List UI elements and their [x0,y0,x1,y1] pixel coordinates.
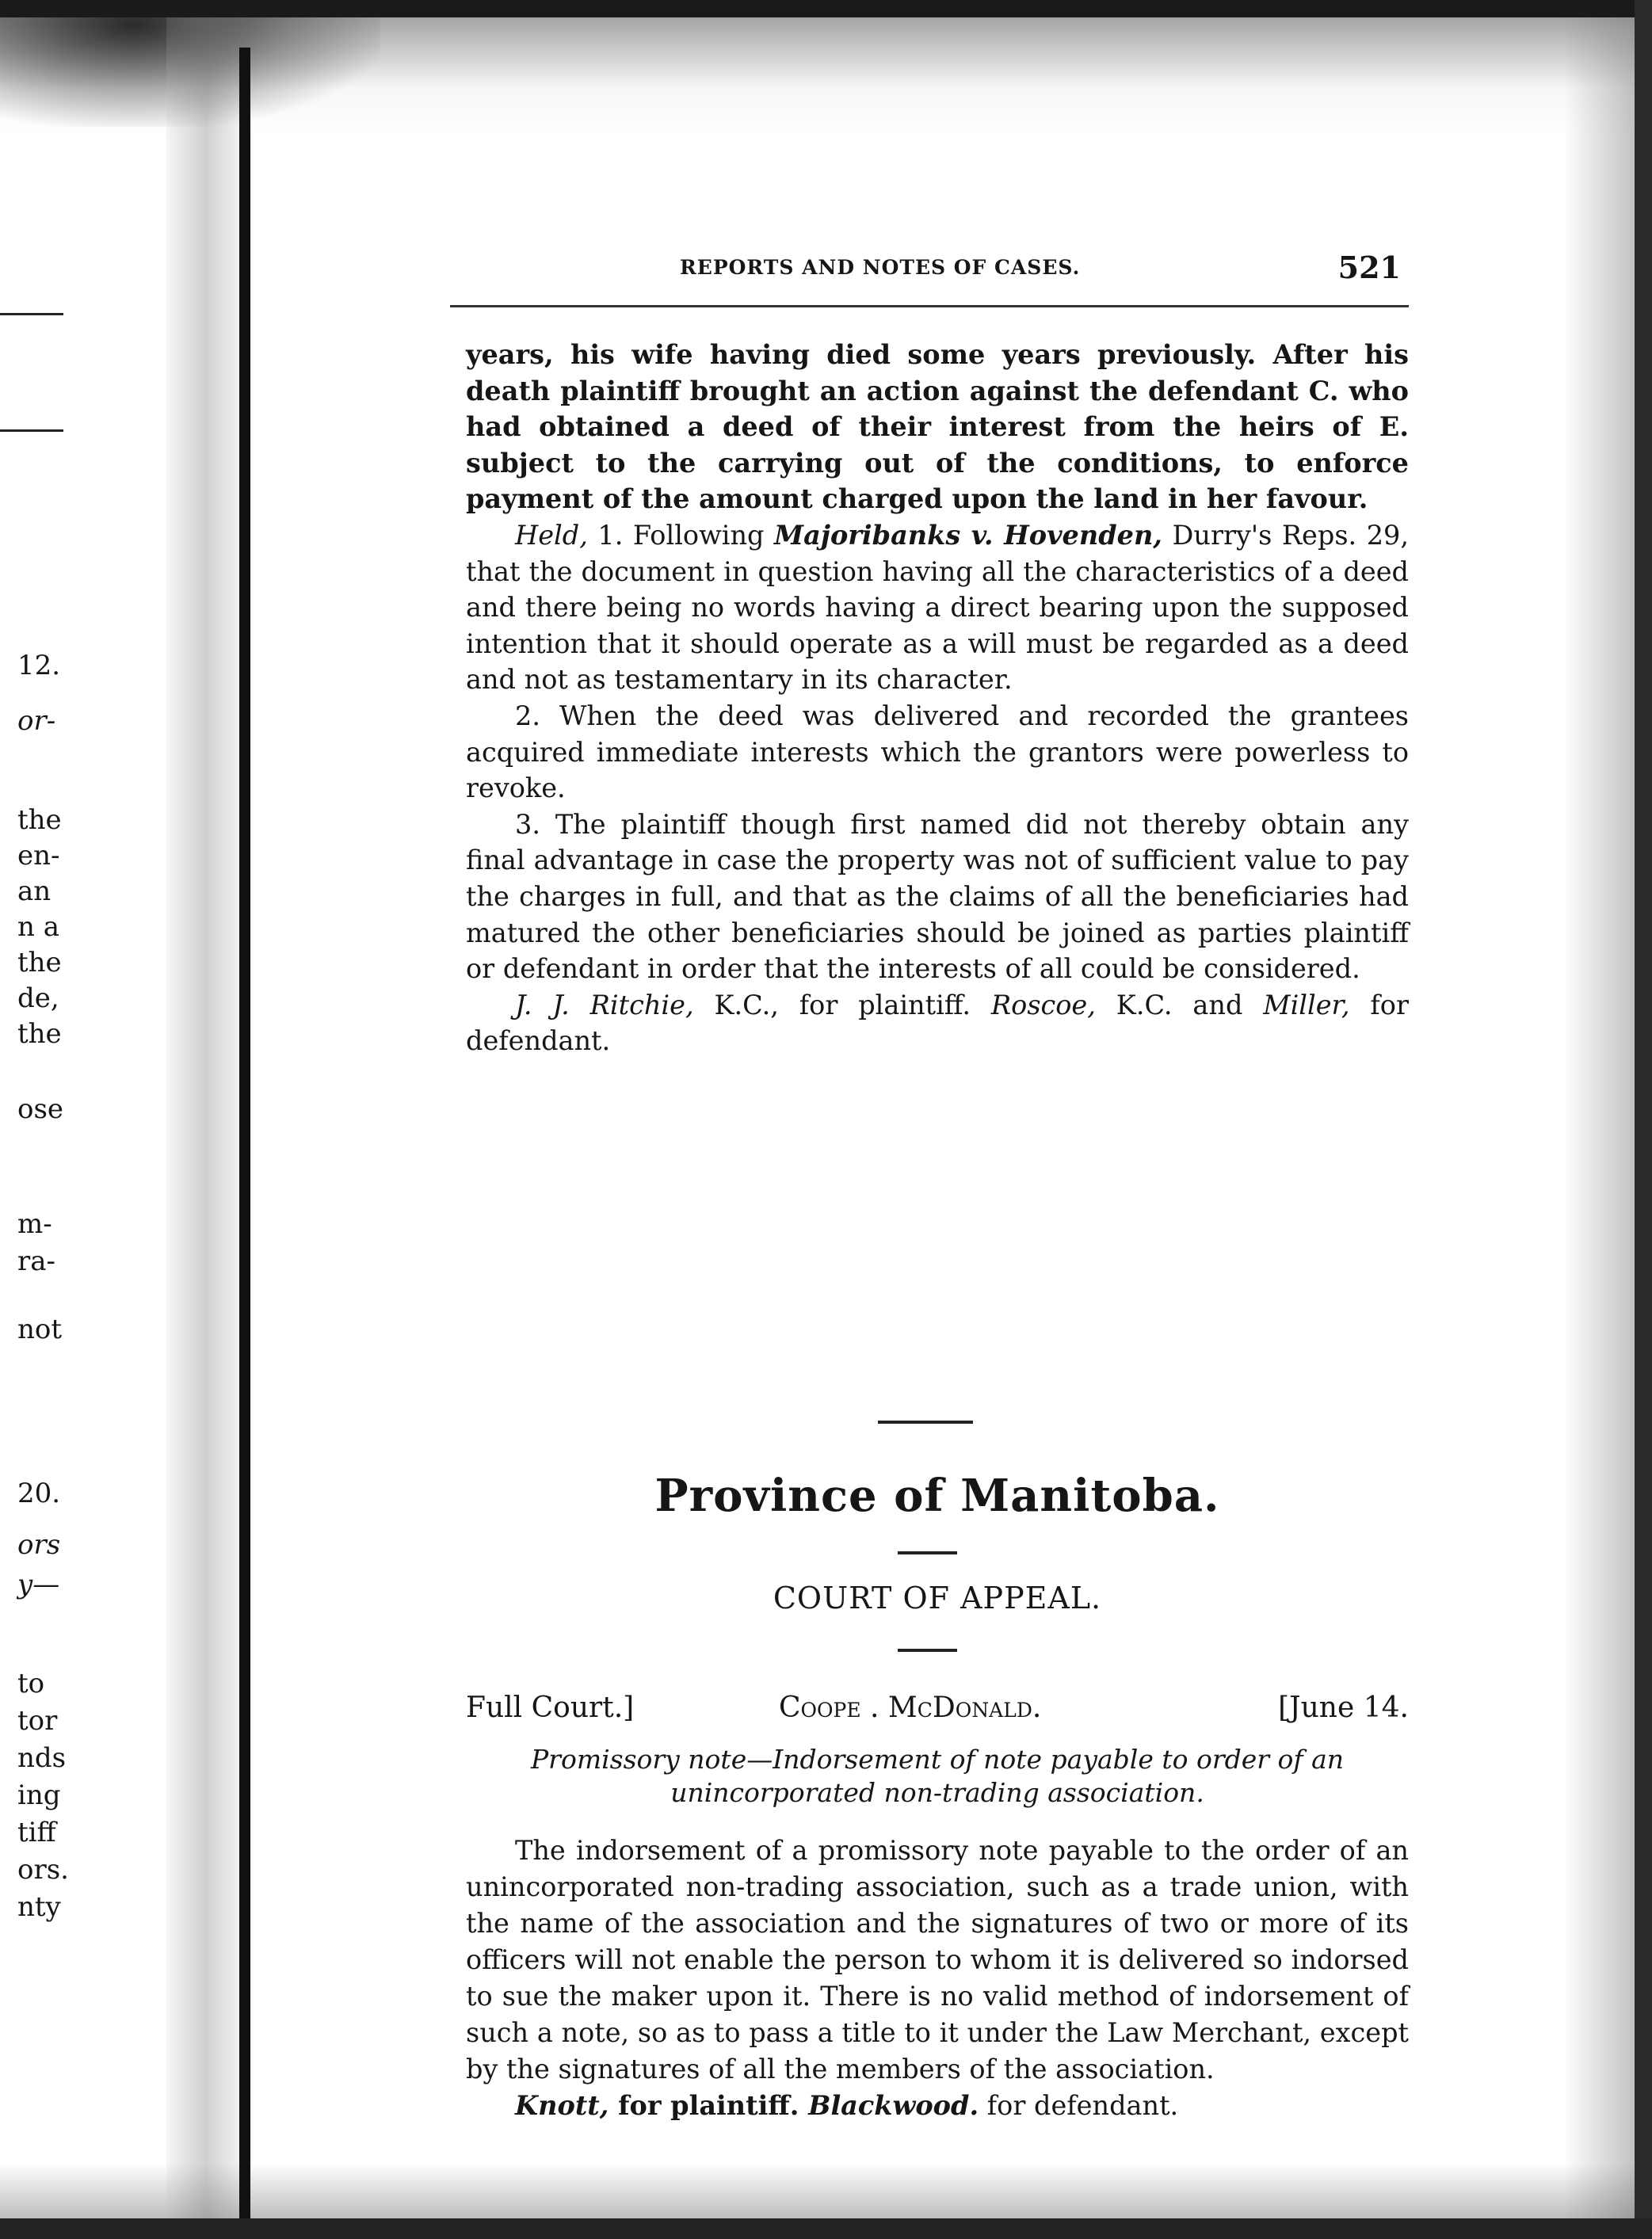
paragraph-counsel-2 [466,2088,1409,2124]
counsel-name: Miller, [1263,989,1350,1020]
counsel-text: for defendant. [979,2090,1179,2121]
headnote-line: unincorporated non-trading association. [670,1777,1204,1808]
left-fragment: an [17,875,52,907]
left-fragment: ra- [17,1245,56,1277]
counsel-name: Roscoe, [990,989,1096,1020]
case-report-body-2 [466,1833,1409,2124]
paragraph-counsel [466,987,1409,1059]
page-number: 521 [1337,250,1401,285]
headnote [466,1743,1409,1810]
scan-border-bottom [0,2218,1652,2239]
case-date: [June 14. [1278,1692,1409,1724]
left-fragment: ing [17,1779,61,1811]
left-fragment: ors. [17,1854,69,1886]
case-report-body [466,337,1409,1059]
left-fragment: tiff [17,1817,56,1848]
section-divider [878,1421,973,1424]
held-label: Held, [515,519,588,551]
left-fragment: n a [17,911,59,943]
counsel-text: for plaintiff. [609,2090,809,2121]
paragraph-held [466,517,1409,698]
left-fragment: nds [17,1742,67,1774]
book-gutter-line [239,48,250,2226]
counsel-name: J. J. Ritchie, [515,989,694,1020]
paragraph-holding-2: 2. When the deed was delivered and recorded the grantees acquired immediate interests which the grantors were powerless to revoke. [466,700,1409,804]
headnote-line: Promissory note—Indorsement of note payable to order of an [530,1744,1345,1775]
paragraph-facts: years, his wife having died some years previously. After his death plaintiff brought an action against the defendant C. who had obtained a deed of their interest from the heirs of E. subject to the carrying out of the conditions, to enforce payment of the amount charged upon the land in her favour. [466,339,1409,515]
case-caption [466,1692,1409,1731]
paragraph-holding-3: 3. The plaintiff though first named did not thereby obtain any final advantage in case the property was not of sufficient value to pay the charges in full, and that as the claims of all the beneficiaries had matured the other beneficiaries should be joined as parties plaintiff or defendant in order that the interests of all could be considered. [466,808,1409,985]
left-fragment: 12. [17,650,61,681]
counsel-text: K.C., for plaintiff. [693,989,991,1020]
left-fragment: or- [17,705,56,737]
court-bench: Full Court.] [466,1692,635,1724]
running-head-title: REPORTS AND NOTES OF CASES. [680,256,1081,279]
scan-shadow-right [1563,0,1635,2239]
province-heading: Province of Manitoba. [654,1470,1220,1522]
scan-border-top [0,0,1652,17]
left-fragment: m- [17,1208,52,1240]
left-fragment: en- [17,840,60,872]
header-rule [450,305,1409,307]
running-head [466,250,1409,289]
left-fragment: to [17,1668,45,1699]
left-fragment: the [17,947,62,978]
left-fragment: y— [17,1569,60,1600]
held-text: Durry's Reps. 29, that the document in question having all the characteristics of a deed and there being no words having a direct bearing upon the supposed intention that it should operate as a will must be regarded as a deed and not as testamentary in its character. [466,519,1409,696]
counsel-name: Blackwood. [808,2090,979,2121]
cited-case: Majoribanks v. Hovenden, [774,519,1162,551]
left-fragment: nty [17,1891,61,1923]
left-fragment: ors [17,1529,61,1561]
left-page-rule [0,313,63,315]
scan-border-right [1635,0,1652,2239]
counsel-text: K.C. and [1095,989,1264,1020]
left-fragment: tor [17,1705,58,1737]
section-divider [898,1649,957,1652]
held-number: 1. Following [587,519,775,551]
counsel-text: for defendant. [466,989,1409,1057]
left-fragment: the [17,804,62,836]
paragraph-decision: The indorsement of a promissory note payable to the order of an unincorporated non-trading association, such as a trade union, with the name of the association and the signatures of two or more of its officers will not enable the person to whom it is delivered so indorsed to sue the maker upon it. There is no valid method of indorsement of such a note, so as to pass a title to it under the Law Merchant, except by the signatures of all the members of the association. [466,1835,1409,2085]
left-fragment: ose [17,1093,64,1125]
counsel-name: Knott, [515,2090,609,2121]
left-fragment: the [17,1018,62,1050]
left-fragment: de, [17,982,59,1014]
left-page-rule [0,429,63,432]
left-fragment: not [17,1314,63,1345]
case-name: Coope . McDonald. [779,1692,1042,1724]
section-divider [898,1551,957,1554]
court-heading: COURT OF APPEAL. [773,1581,1102,1615]
left-fragment: 20. [17,1478,61,1509]
